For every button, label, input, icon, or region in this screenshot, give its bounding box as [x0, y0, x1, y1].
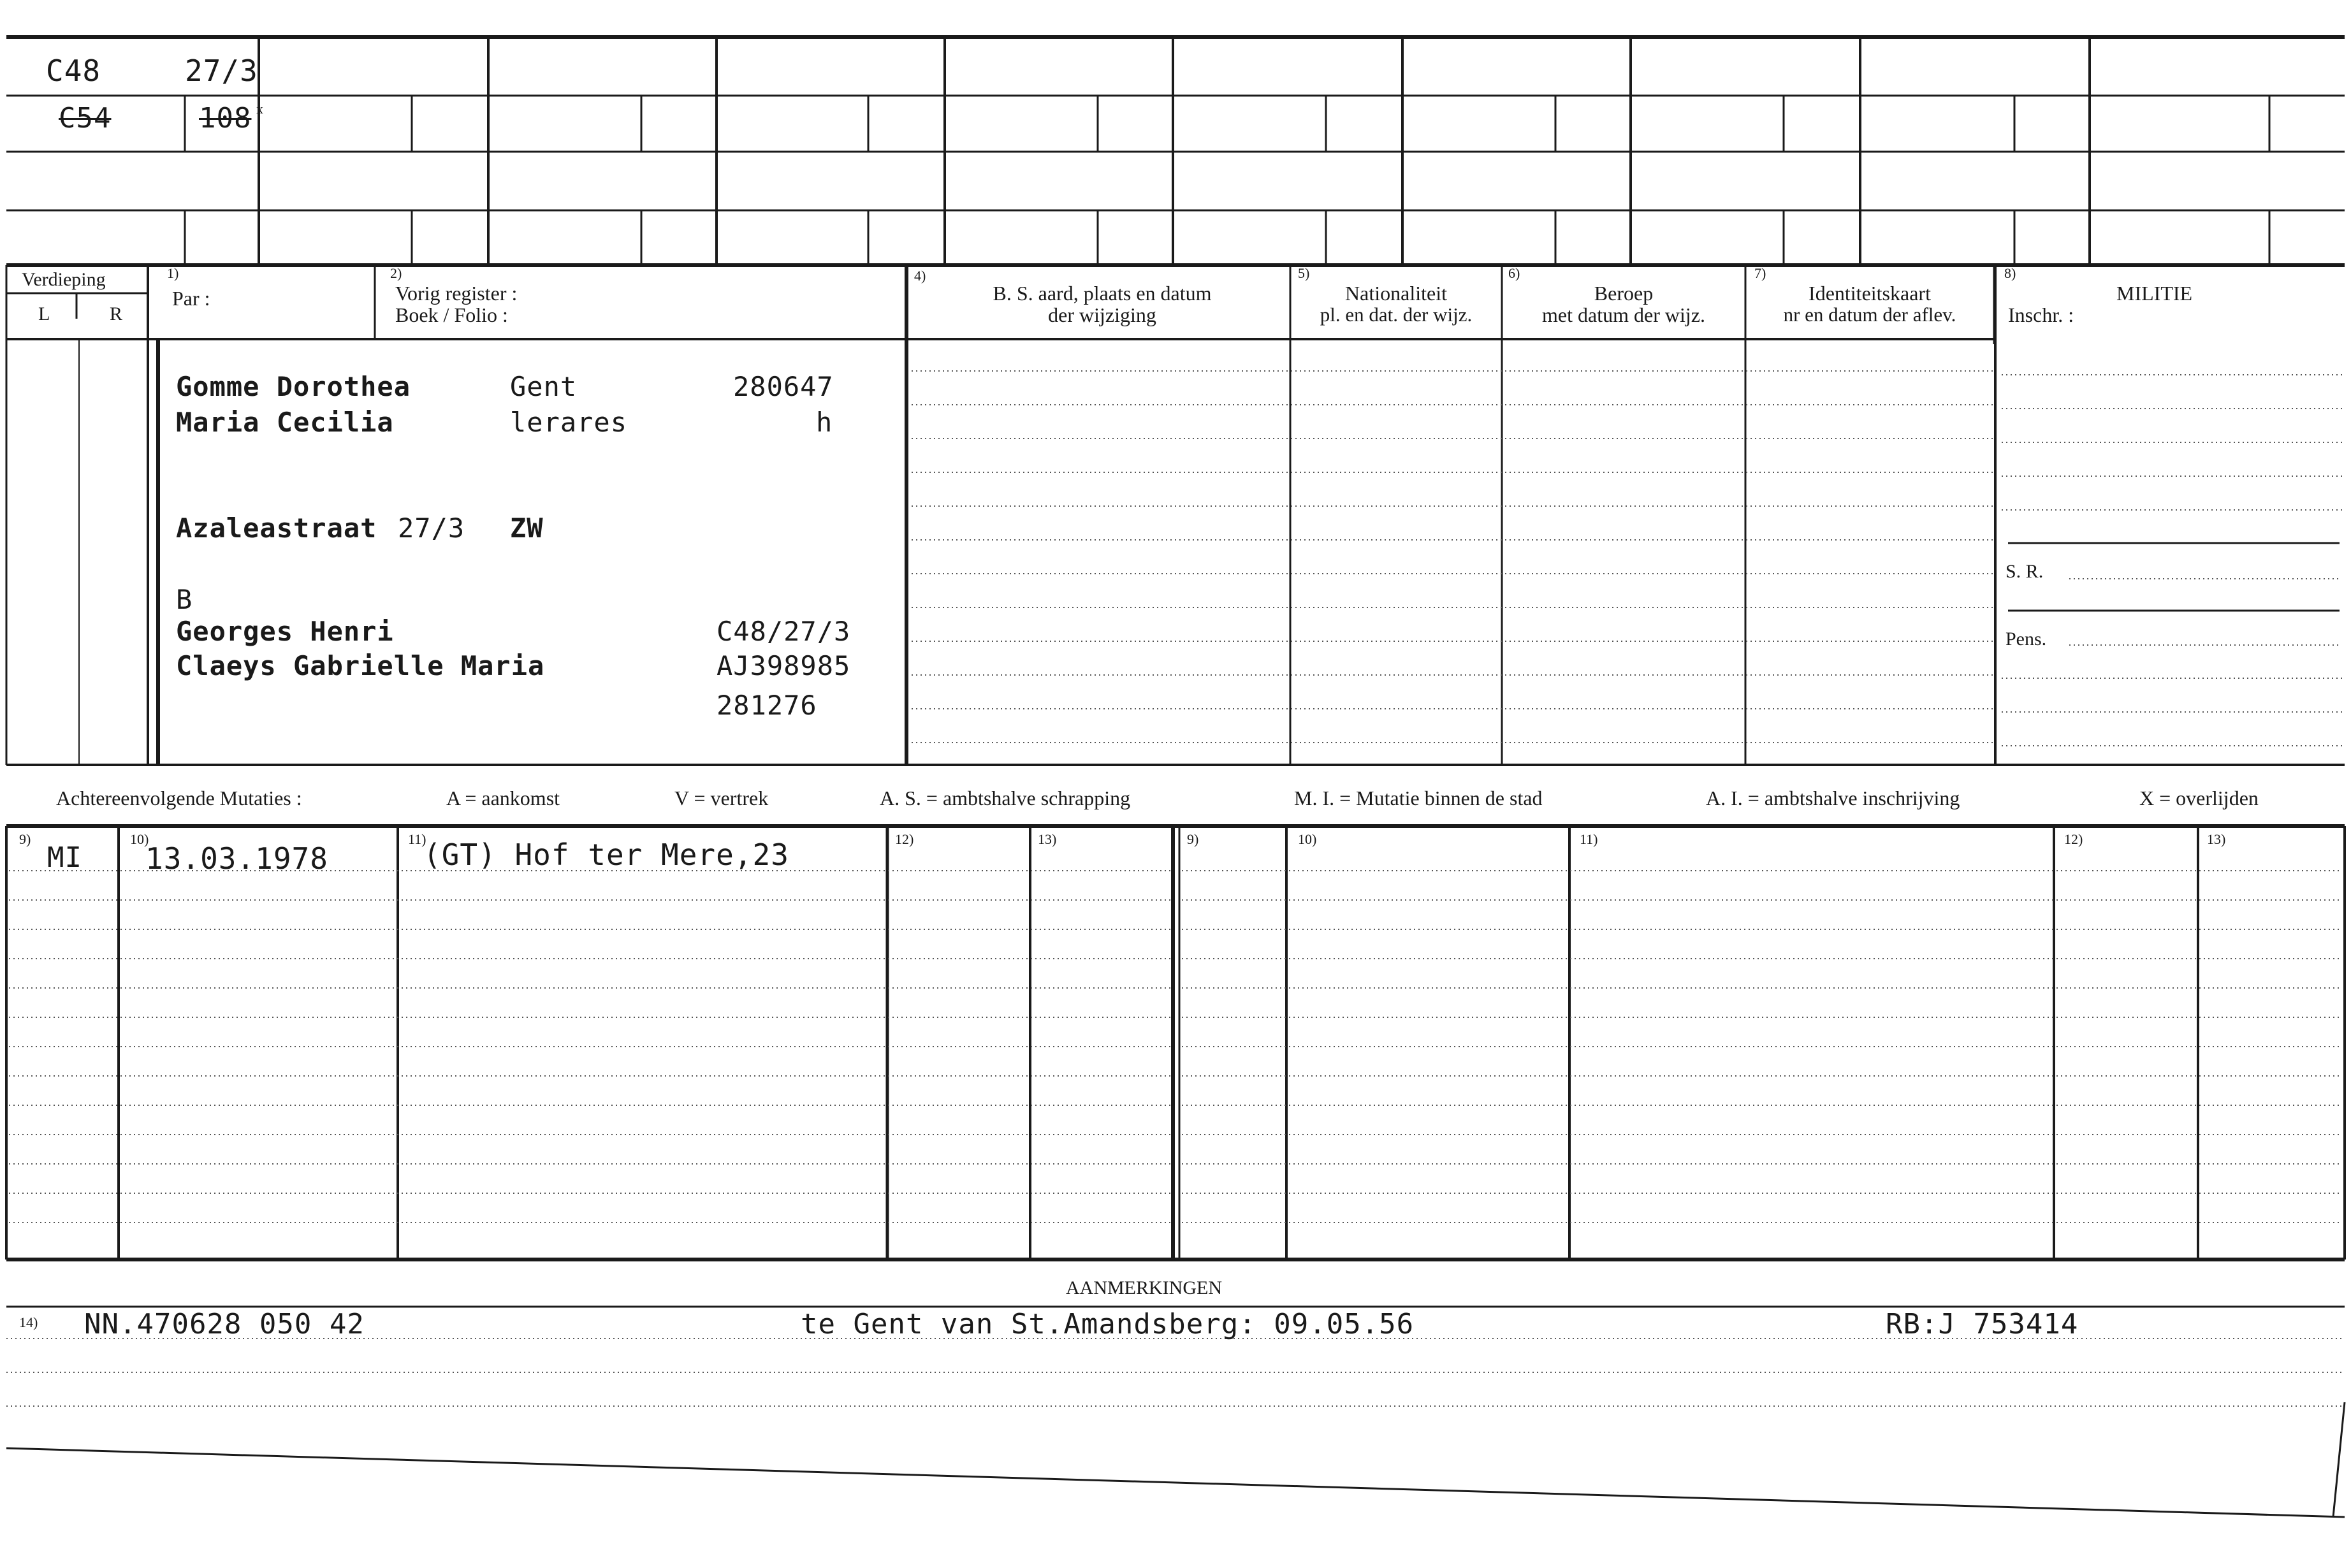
col4-label-a: B. S. aard, plaats en datum [993, 282, 1212, 305]
militie-pens: Pens. [2005, 628, 2047, 650]
remarks-rb: RB:J 753414 [1886, 1308, 2079, 1340]
person-father: Georges Henri [176, 616, 394, 647]
person-district: ZW [510, 512, 544, 544]
person-profession: lerares [510, 407, 628, 438]
col7-label-a: Identiteitskaart [1809, 282, 1931, 305]
col6-label-b: met datum der wijz. [1542, 303, 1705, 326]
mutation-address: (GT) Hof ter Mere,23 [423, 838, 789, 872]
top-number: 27/3 [185, 54, 258, 88]
person-house-number: 27/3 [398, 512, 465, 544]
remarks-number: 14) [19, 1314, 38, 1330]
col5-label-a: Nationaliteit [1345, 282, 1447, 305]
col6-label-a: Beroep [1594, 282, 1654, 305]
col2-label-a: Vorig register : [395, 282, 518, 305]
legend-title: Achtereenvolgende Mutaties : [56, 787, 302, 809]
mut-left-num13: 13) [1038, 831, 1057, 847]
legend-overlijden: X = overlijden [2139, 787, 2259, 809]
col1-label: Par : [172, 287, 210, 310]
mut-left-num12: 12) [895, 831, 914, 847]
top-mark: x [256, 101, 263, 117]
col4-number: 4) [914, 268, 926, 284]
card-cut-edge [6, 1448, 2345, 1517]
mut-left-num11: 11) [408, 831, 426, 847]
col1-number: 1) [167, 265, 179, 281]
person-id-card: AJ398985 [717, 650, 851, 681]
person-name-line2: Maria Cecilia [176, 407, 394, 438]
col2-label-b: Boek / Folio : [395, 303, 508, 326]
col4-label-b: der wijziging [1048, 303, 1156, 326]
remarks-title: AANMERKINGEN [1066, 1277, 1222, 1298]
militie-title: MILITIE [2116, 282, 2193, 305]
militie-sr: S. R. [2005, 561, 2044, 582]
legend-inschrijving: A. I. = ambtshalve inschrijving [1706, 787, 1960, 809]
person-sex: h [816, 407, 833, 438]
mut-right-num11: 11) [1580, 831, 1598, 847]
person-street: Azaleastraat [176, 512, 377, 544]
l-label: L [38, 303, 50, 324]
remarks-nn: NN.470628 050 42 [84, 1308, 365, 1340]
col6-number: 6) [1508, 265, 1520, 281]
top-code: C48 [46, 54, 101, 88]
mutation-type: MI [47, 841, 82, 874]
col7-number: 7) [1754, 265, 1766, 281]
person-marital-code: B [176, 584, 193, 615]
mutation-date: 13.03.1978 [145, 841, 328, 876]
col5-label-b: pl. en dat. der wijz. [1320, 303, 1473, 326]
person-name-line1: Gomme Dorothea [176, 371, 411, 402]
mut-right-num13: 13) [2207, 831, 2226, 847]
col2-number: 2) [390, 265, 402, 281]
person-id-date: 281276 [717, 690, 817, 721]
mut-right-num10: 10) [1298, 831, 1317, 847]
mut-left-num10: 10) [130, 831, 149, 847]
remarks-origin: te Gent van St.Amandsberg: 09.05.56 [801, 1308, 1415, 1340]
top-number-struck: 108 [199, 102, 252, 134]
person-birthplace: Gent [510, 371, 578, 402]
mut-left-num9: 9) [19, 831, 31, 847]
militie-inschr: Inschr. : [2008, 303, 2074, 326]
legend-schrapping: A. S. = ambtshalve schrapping [880, 787, 1131, 809]
top-code-struck: C54 [59, 102, 112, 134]
col5-number: 5) [1298, 265, 1310, 281]
legend-vertrek: V = vertrek [674, 787, 769, 809]
mut-right-num12: 12) [2064, 831, 2083, 847]
col7-label-b: nr en datum der aflev. [1783, 303, 1956, 326]
person-mother: Claeys Gabrielle Maria [176, 650, 545, 681]
mut-right-num9: 9) [1187, 831, 1199, 847]
legend-aankomst: A = aankomst [446, 787, 560, 809]
col8-number: 8) [2004, 265, 2016, 281]
legend-mutatie: M. I. = Mutatie binnen de stad [1294, 787, 1543, 809]
r-label: R [110, 303, 123, 324]
card-cut-edge [2333, 1402, 2345, 1517]
verdieping-label: Verdieping [22, 269, 106, 290]
person-register-ref: C48/27/3 [717, 616, 851, 647]
person-birthdate: 280647 [733, 371, 834, 402]
